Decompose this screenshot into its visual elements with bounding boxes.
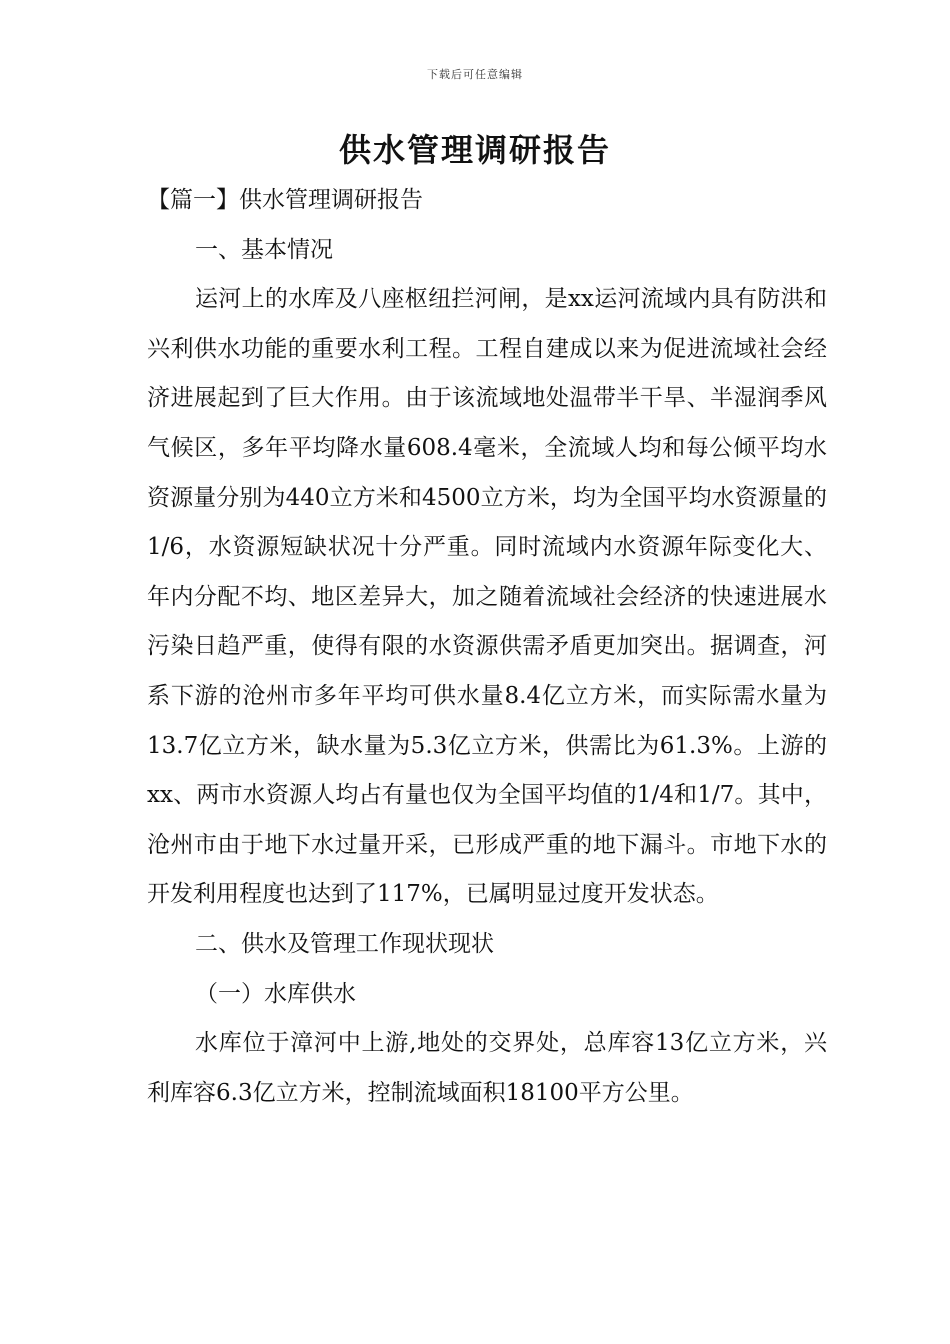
document-title: 供水管理调研报告 <box>338 131 611 169</box>
section-title: 【篇一】供水管理调研报告 <box>147 187 423 213</box>
heading-basic-situation: 一、基本情况 <box>195 236 333 263</box>
heading-supply-status: 二、供水及管理工作现状现状 <box>195 930 494 957</box>
header-note: 下载后可任意编辑 <box>427 68 523 81</box>
paragraph-basic-situation: 运河上的水库及八座枢纽拦河闸，是xx运河流域内具有防洪和兴利供水功能的重要水利工程。工程自建成以来为促进流域社会经济进展起到了巨大作用。由于该流域地处温带半干旱、半湿润季风气候区，多年平均降水量608.4毫米，全流域人均和每公倾平均水资源量分别为440立方米和4500立方米，均为全国平均水资源量的1/6，水资源短缺状况十分严重。同时流域内水资源年际变化大、年内分配不均、地区差异大，加之随着流域社会经济的快速进展水污染日趋严重，使得有限的水资源供需矛盾更加突出。据调查，河系下游的沧州市多年平均可供水量8.4亿立方米，而实际需水量为13.7亿立方米，缺水量为5.3亿立方米，供需比为61.3%。上游的xx、两市水资源人均占有量也仅为全国平均值的1/4和1/7。其中，沧州市由于地下水过量开采，已形成严重的地下漏斗。市地下水的开发利用程度也达到了117%，已属明显过度开发状态。 <box>147 286 827 908</box>
document-body <box>147 176 827 1118</box>
heading-reservoir-supply: （一）水库供水 <box>195 980 356 1007</box>
paragraph-reservoir: 水库位于漳河中上游,地处的交界处，总库容13亿立方米，兴利库容6.3亿立方米，控制流域面积18100平方公里。 <box>147 1030 827 1106</box>
